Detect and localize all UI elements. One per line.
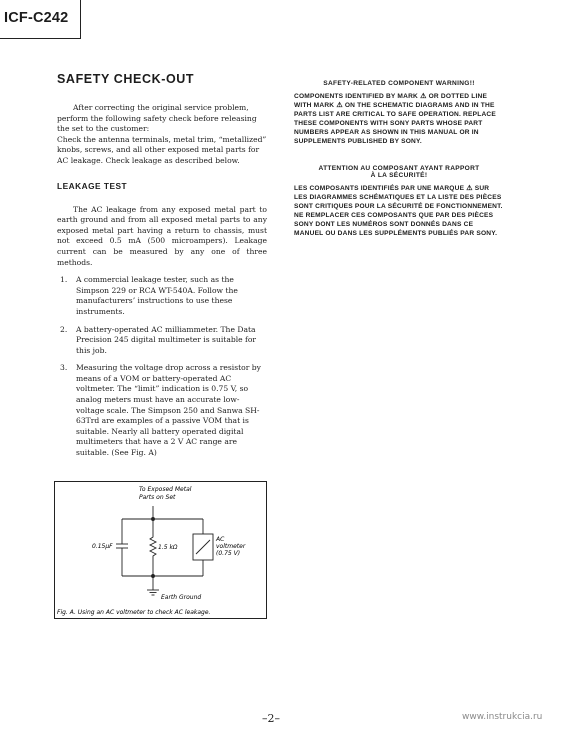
fig-resistor-label: 1.5 kΩ <box>158 544 178 551</box>
method-text: A commercial leakage tester, such as the Simpson 229 or RCA WT-540A. Follow the manufacturers’ instructions to use these instruments. <box>76 275 238 316</box>
warning-title-en: SAFETY-RELATED COMPONENT WARNING!! <box>323 80 475 87</box>
warning-body-fr-1: LES COMPOSANTS IDENTIFIÉS PAR UNE MARQUE <box>294 184 465 192</box>
warning-title-fr <box>294 165 504 179</box>
leakage-title: LEAKAGE TEST <box>57 180 128 191</box>
fig-meter-label-2: voltmeter <box>216 543 246 550</box>
method-item <box>57 325 267 357</box>
method-number: 3. <box>60 363 68 373</box>
intro-paragraph-2: Check the antenna terminals, metal trim, “metallized” knobs, screws, and all other exposed metal parts for AC leakage. Check leakage as described below. <box>57 134 267 165</box>
leakage-paragraph: The AC leakage from any exposed metal part to earth ground and from all exposed metal parts to any exposed metal part having a return to chassis, must not exceed 0.5 mA (500 microampers). Leakage current can be measured by any one of three methods. <box>57 204 267 267</box>
warning-title-fr-1: ATTENTION AU COMPOSANT AYANT RAPPORT <box>318 164 480 172</box>
figure-a <box>54 481 267 619</box>
fig-top-label-2: Parts on Set <box>139 494 176 501</box>
method-number: 1. <box>60 275 68 285</box>
voltmeter-needle <box>196 540 210 554</box>
warning-title-fr-2: À LA SÉCURITÉ! <box>370 171 428 179</box>
fig-top-label-1: To Exposed Metal <box>139 486 192 493</box>
warning-body-en <box>294 92 504 147</box>
fig-meter-label-3: (0.75 V) <box>216 550 241 557</box>
warning-body-en-1: COMPONENTS IDENTIFIED BY MARK <box>294 93 419 100</box>
warning-body-en-3: ON THE SCHEMATIC DIAGRAMS AND IN THE PARTS LIST ARE CRITICAL TO SAFE OPERATION. REPLACE THESE COMPONENTS WITH SONY PARTS WHOSE PART NUMBERS APPEAR AS SHOWN IN THIS MANUAL OR IN SUPPLEMENTS PUBLISHED BY SONY. <box>294 102 496 146</box>
method-text: Measuring the voltage drop across a resistor by means of a VOM or battery-operated AC voltmeter. The “limit” indication is 0.75 V, so analog meters must have an accurate low-voltage scale. The Simpson 250 and Sanwa SH-63Trd are examples of a passive VOM that is suitable. Nearly all battery operated digital multimeters that have a 2 V AC range are suitable. (See Fig. A) <box>76 363 261 458</box>
warning-body-fr <box>294 184 504 239</box>
warning-triangle-icon: ⚠ <box>420 93 427 100</box>
method-item <box>57 363 267 458</box>
safety-title: SAFETY CHECK-OUT <box>57 72 195 86</box>
watermark: www.instrukcia.ru <box>462 712 543 722</box>
fig-ground-label: Earth Ground <box>161 594 202 601</box>
method-number: 2. <box>60 324 68 334</box>
model-header-box <box>0 0 81 39</box>
fig-meter-label-1: AC <box>216 536 225 543</box>
method-text: A battery-operated AC milliammeter. The Data Precision 245 digital multimeter is suitable for this job. <box>76 324 257 355</box>
warning-body-fr-2: SUR LES DIAGRAMMES SCHÉMATIQUES ET LA LISTE DES PIÈCES SONT CRITIQUES POUR LA SÉCURITÉ DE FONCTIONNEMENT. NE REMPLACER CES COMPOSANTS QUE PAR DES PIÈCES SONY DONT LES NUMÉROS SONT DONNÉS DANS CE MANUEL OU DANS LES SUPPLÉMENTS PUBLIÉS PAR SONY. <box>294 184 503 238</box>
warning-triangle-icon: ⚠ <box>466 184 473 192</box>
leakage-circuit-diagram <box>55 482 266 618</box>
intro-paragraph-1: After correcting the original service problem, perform the following safety check before releasing the set to the customer: <box>57 103 257 134</box>
model-number: ICF-C242 <box>4 10 69 26</box>
fig-capacitor-label: 0.15μF <box>92 543 113 550</box>
safety-column <box>57 72 267 466</box>
warning-triangle-icon: ⚠ <box>336 102 343 110</box>
warning-body-en-2: OR DOTTED LINE WITH MARK <box>294 93 488 110</box>
page-number: –2– <box>262 712 280 725</box>
method-list <box>57 275 267 459</box>
method-item <box>57 275 267 317</box>
warning-column <box>294 80 504 238</box>
fig-caption: Fig. A. Using an AC voltmeter to check AC leakage. <box>57 609 211 616</box>
resistor-zigzag <box>150 519 156 576</box>
